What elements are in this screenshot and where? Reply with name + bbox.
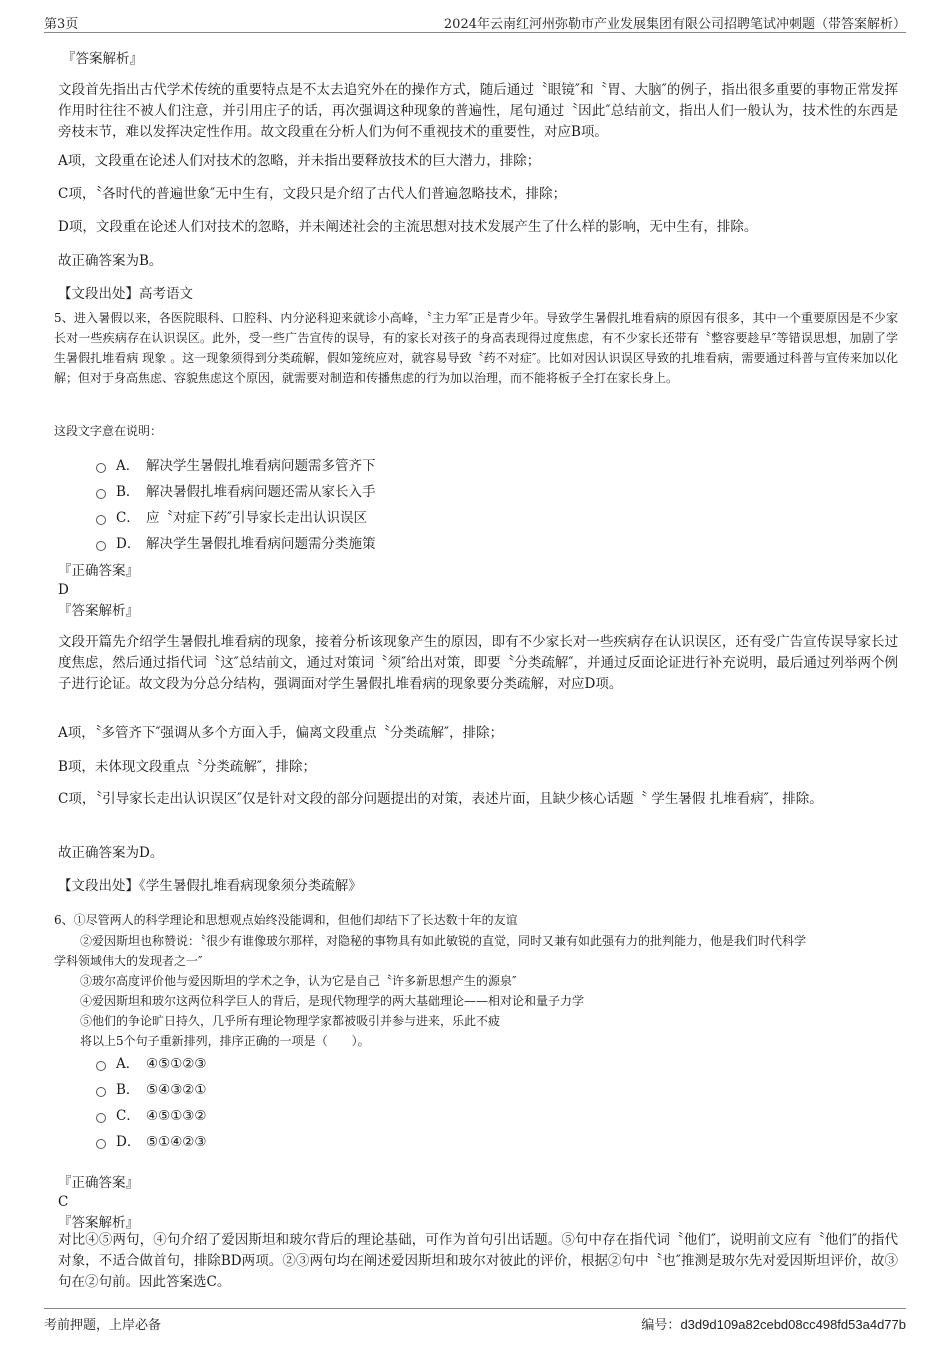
q6-question: 将以上5个句子重新排列，排序正确的一项是（ ）。 (80, 1034, 370, 1048)
option-key: D． (116, 1134, 141, 1150)
q5-analysis-text: 文段开篇先介绍学生暑假扎堆看病的现象，接着分析该现象产生的原因，即有不少家长对一些疾病存在认识误区，还有受广告宣传误导家长过度焦虑，然后通过指代词〝这″总结前文，通过对策词〝须″给出对策，即要〝分类疏解″，并通过反面论证进行补充说明，最后通过列举两个例子进行论证。故文段为分总分结构，强调面对学生暑假扎堆看病的现象要分类疏解，对应D项。 (58, 634, 898, 692)
q6-option-c[interactable] (96, 1106, 207, 1126)
q6-option-d[interactable] (96, 1132, 207, 1152)
option-text: 解决学生暑假扎堆看病问题需分类施策 (146, 536, 376, 552)
option-key: A． (116, 1056, 140, 1072)
q5-stem: 5、进入暑假以来，各医院眼科、口腔科、内分泌科迎来就诊小高峰，〝主力军″正是青少年。导致学生暑假扎堆看病的原因有很多，其中一个重要原因是不少家长对一些疾病存在认识误区。此外，受一些广告宣传的误导，有的家长对孩子的身高表现得过度焦虑，有不少家长还带有〝整容要趁早″等错误思想，加剧了学生暑假扎堆看病 现象 。这一现象须得到分类疏解，假如笼统应对，就容易导致〝药不对症″。比如对因认识误区导致的扎堆看病，需要通过科普与宣传来加以化解；但对于身高焦虑、容貌焦虑这个原因，就需要对制造和传播焦虑的行为加以治理，而不能将板子全打在家长身上。 (54, 311, 898, 385)
q6-sentence-2: ②爱因斯坦也称赞说：〝很少有谁像玻尔那样，对隐秘的事物具有如此敏锐的直觉，同时又兼有如此强有力的批判能力，他是我们时代科学 (80, 934, 807, 948)
q5-analysis-heading: 『答案解析』 (58, 603, 139, 619)
radio-icon[interactable] (96, 515, 106, 525)
page-number: 第3页 (44, 17, 79, 32)
q5-answer: D (58, 582, 69, 598)
option-key: B． (116, 1082, 140, 1098)
q5-option-a[interactable] (96, 456, 376, 476)
q6-sentence-1: 6、①尽管两人的科学理论和思想观点始终没能调和，但他们却结下了长达数十年的友谊 (54, 913, 518, 927)
q4-analysis-heading: 『答案解析』 (62, 51, 143, 67)
q5-option-c[interactable] (96, 508, 367, 528)
option-text: ⑤①④②③ (146, 1134, 207, 1150)
radio-icon[interactable] (96, 1087, 106, 1097)
q5-option-b-analysis: B项，未体现文段重点〝分类疏解″，排除； (58, 759, 316, 775)
footer-code-label: 编号： (641, 1318, 681, 1333)
q5-option-b[interactable] (96, 482, 376, 502)
radio-icon[interactable] (96, 463, 106, 473)
q5-option-c-analysis: C项，〝引导家长走出认识误区″仅是针对文段的部分问题提出的对策，表述片面，且缺少核心话题〝 学生暑假 扎堆看病″，排除。 (58, 791, 823, 807)
header-rule (44, 32, 906, 33)
q5-source: 【文段出处】《学生暑假扎堆看病现象须分类疏解》 (58, 878, 362, 894)
option-text: 应〝对症下药″引导家长走出认识误区 (146, 510, 368, 526)
q5-option-a-analysis: A项，〝多管齐下″强调从多个方面入手，偏离文段重点〝分类疏解″，排除； (58, 725, 504, 741)
radio-icon[interactable] (96, 489, 106, 499)
radio-icon[interactable] (96, 1061, 106, 1071)
radio-icon[interactable] (96, 1139, 106, 1149)
option-text: 解决暑假扎堆看病问题还需从家长入手 (146, 484, 376, 500)
q6-sentence-2-cont: 学科领域伟大的发现者之一″ (54, 954, 203, 968)
option-key: C． (116, 1108, 140, 1124)
option-key: D． (116, 536, 141, 552)
radio-icon[interactable] (96, 541, 106, 551)
q4-option-c-analysis: C项，〝各时代的普遍世象″无中生有，文段只是介绍了古代人们普遍忽略技术，排除； (58, 186, 567, 202)
q6-sentence-5: ⑤他们的争论旷日持久，几乎所有理论物理学家都被吸引并参与进来，乐此不疲 (80, 1014, 501, 1028)
q6-answer-heading: 『正确答案』 (58, 1175, 139, 1191)
option-text: 解决学生暑假扎堆看病问题需多管齐下 (146, 458, 376, 474)
q5-question: 这段文字意在说明： (54, 424, 163, 438)
option-text: ⑤④③②① (146, 1082, 207, 1098)
option-text: ④⑤①③② (146, 1108, 207, 1124)
footer-slogan: 考前押题，上岸必备 (44, 1318, 162, 1333)
q6-sentence-3: ③玻尔高度评价他与爱因斯坦的学术之争，认为它是自己〝许多新思想产生的源泉″ (80, 974, 517, 988)
option-key: A． (116, 458, 140, 474)
q6-sentence-4: ④爱因斯坦和玻尔这两位科学巨人的背后，是现代物理学的两大基础理论——相对论和量子力学 (80, 994, 585, 1008)
q6-option-b[interactable] (96, 1080, 207, 1100)
q6-analysis-heading: 『答案解析』 (58, 1215, 139, 1231)
footer-code-value: d3d9d109a82cebd08cc498fd53a4d77b (680, 1317, 906, 1332)
radio-icon[interactable] (96, 1113, 106, 1123)
q5-option-d[interactable] (96, 534, 376, 554)
option-text: ④⑤①②③ (146, 1056, 207, 1072)
footer-code (641, 1314, 906, 1333)
q4-option-a-analysis: A项，文段重在论述人们对技术的忽略，并未指出要释放技术的巨大潜力，排除； (58, 153, 541, 169)
q5-conclusion: 故正确答案为D。 (58, 845, 164, 861)
option-key: C． (116, 510, 140, 526)
q6-answer: C (58, 1194, 69, 1210)
q4-source: 【文段出处】高考语文 (58, 286, 193, 302)
option-key: B． (116, 484, 140, 500)
footer-rule (44, 1308, 906, 1309)
q5-answer-heading: 『正确答案』 (58, 563, 139, 579)
q4-analysis-text: 文段首先指出古代学术传统的重要特点是不太去追究外在的操作方式，随后通过〝眼镜″和〝胃、大脑″的例子，指出很多重要的事物正常发挥作用时往往不被人们注意，并引用庄子的话，再次强调这种现象的普遍性，尾句通过〝因此″总结前文，指出人们一般认为，技术性的东西是旁枝末节，难以发挥决定性作用。故文段重在分析人们为何不重视技术的重要性，对应B项。 (58, 82, 898, 140)
q6-option-a[interactable] (96, 1054, 207, 1074)
document-title: 2024年云南红河州弥勒市产业发展集团有限公司招聘笔试冲刺题（带答案解析） (443, 17, 906, 32)
q6-analysis-text: 对比④⑤两句，④句介绍了爱因斯坦和玻尔背后的理论基础，可作为首句引出话题。⑤句中存在指代词〝他们″，说明前文应有〝他们″的指代对象，不适合做首句，排除BD两项。②③两句均在阐述爱因斯坦和玻尔对彼此的评价，根据②句中〝也″推测是玻尔先对爱因斯坦评价，故③句在②句前。因此答案选C。 (58, 1232, 898, 1290)
q4-option-d-analysis: D项，文段重在论述人们对技术的忽略，并未阐述社会的主流思想对技术发展产生了什么样的影响，无中生有，排除。 (58, 219, 758, 235)
q4-conclusion: 故正确答案为B。 (58, 253, 163, 269)
